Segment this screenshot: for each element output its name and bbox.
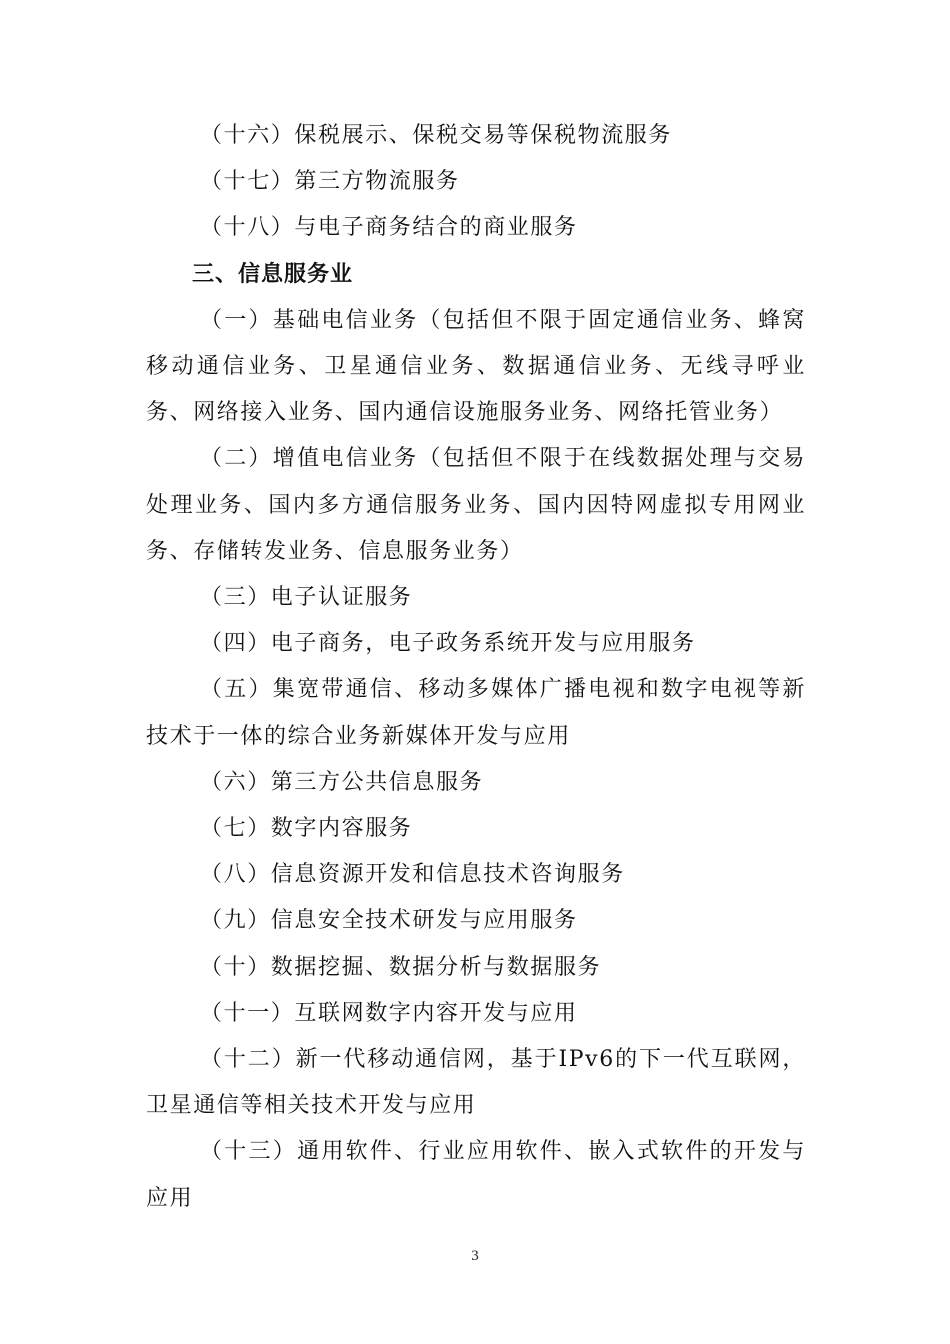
paragraph-item-17: （十七）第三方物流服务	[200, 169, 460, 195]
paragraph-item-2: （二）增值电信业务（包括但不限于在线数据处理与交易处理业务、国内多方通信服务业务、国内因特网虚拟专用网业务、存储转发业务、信息服务业务）	[146, 446, 806, 564]
paragraph-item-5: （五）集宽带通信、移动多媒体广播电视和数字电视等新技术于一体的综合业务新媒体开发与应用	[146, 677, 806, 749]
page-number: 3	[471, 1248, 479, 1264]
paragraph-item-1: （一）基础电信业务（包括但不限于固定通信业务、蜂窝移动通信业务、卫星通信业务、数据通信业务、无线寻呼业务、网络接入业务、国内通信设施服务业务、网络托管业务）	[146, 307, 806, 426]
paragraph-item-13: （十三）通用软件、行业应用软件、嵌入式软件的开发与应用	[146, 1139, 806, 1211]
paragraph-item-12: （十二）新一代移动通信网，基于IPv6的下一代互联网，卫星通信等相关技术开发与应用	[146, 1047, 806, 1119]
paragraph-item-7: （七）数字内容服务	[200, 816, 413, 842]
document-body	[146, 113, 806, 1222]
section-heading: 三、信息服务业	[192, 261, 354, 287]
paragraph-item-8: （八）信息资源开发和信息技术咨询服务	[200, 862, 625, 888]
paragraph-item-10: （十）数据挖掘、数据分析与数据服务	[200, 954, 602, 980]
paragraph-item-9: （九）信息安全技术研发与应用服务	[200, 908, 578, 934]
paragraph-item-16: （十六）保税展示、保税交易等保税物流服务	[200, 123, 673, 148]
paragraph-item-3: （三）电子认证服务	[200, 585, 413, 611]
paragraph-item-18: （十八）与电子商务结合的商业服务	[200, 215, 578, 241]
paragraph-item-4: （四）电子商务，电子政务系统开发与应用服务	[200, 631, 696, 657]
paragraph-item-6: （六）第三方公共信息服务	[200, 769, 484, 795]
paragraph-item-11: （十一）互联网数字内容开发与应用	[200, 1000, 578, 1026]
